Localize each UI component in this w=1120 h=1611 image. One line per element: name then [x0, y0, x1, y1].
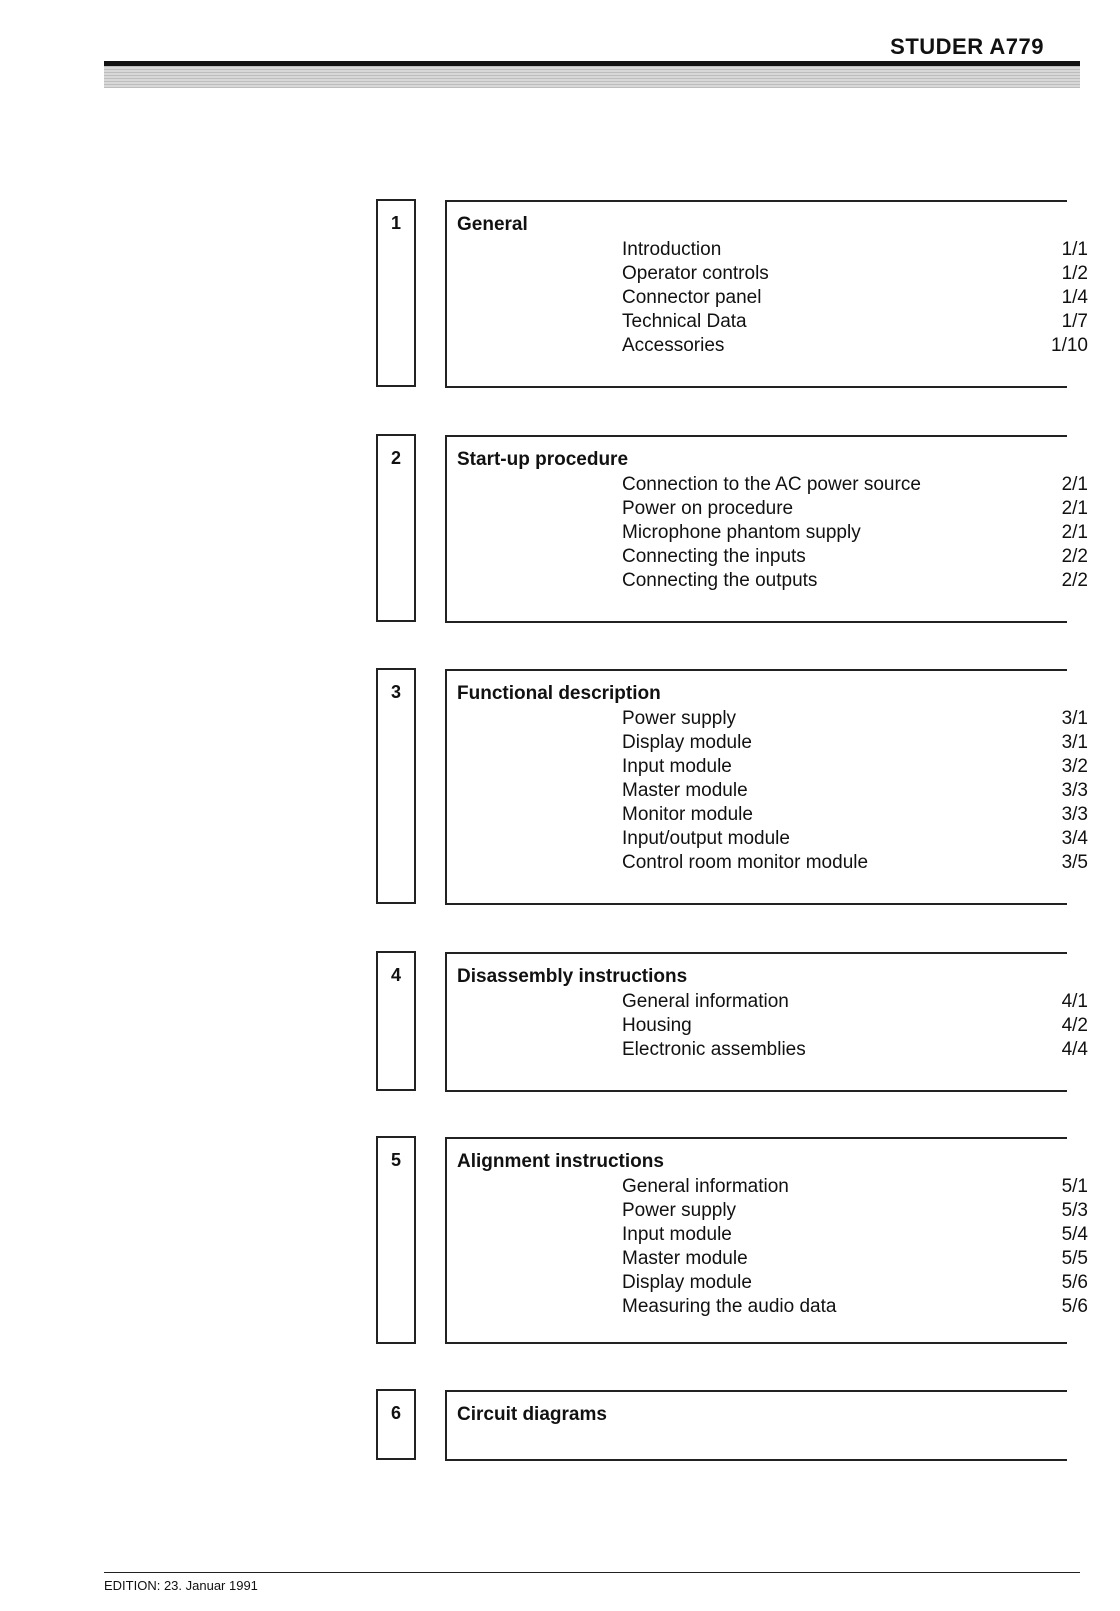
- chapter-number-box: [376, 199, 416, 387]
- toc-entry-page: 4/4: [1061, 1039, 1088, 1060]
- toc-entry-page: 1/7: [1061, 311, 1088, 332]
- toc-entry-page: 2/1: [1061, 498, 1088, 519]
- toc-entry-label: Connection to the AC power source: [622, 474, 921, 495]
- toc-entry-page: 4/1: [1061, 991, 1088, 1012]
- toc-entry-label: Operator controls: [622, 263, 769, 284]
- chapter-entries: [447, 238, 1088, 358]
- chapter-title: Functional description: [457, 683, 661, 704]
- toc-entry-label: Measuring the audio data: [622, 1296, 837, 1317]
- toc-entry: [447, 990, 1088, 1014]
- chapter-section: [445, 669, 1088, 905]
- chapter-title: Start-up procedure: [457, 449, 629, 470]
- toc-entry-page: 1/4: [1061, 287, 1088, 308]
- toc-entry-page: 4/2: [1061, 1015, 1088, 1036]
- chapter-title: Circuit diagrams: [457, 1404, 607, 1425]
- chapter-title: General: [457, 214, 528, 235]
- toc-entry-label: Accessories: [622, 335, 725, 356]
- header-band: [104, 66, 1080, 88]
- toc-entry-page: 2/1: [1061, 474, 1088, 495]
- chapter-title: Alignment instructions: [457, 1151, 664, 1172]
- toc-entry: [447, 755, 1088, 779]
- toc-entry-page: 5/6: [1061, 1272, 1088, 1293]
- toc-entry-page: 5/4: [1061, 1224, 1088, 1245]
- toc-entry-page: 3/5: [1061, 852, 1088, 873]
- toc-entry-label: Connecting the outputs: [622, 570, 818, 591]
- toc-entry-page: 3/3: [1061, 780, 1088, 801]
- toc-entry: [447, 286, 1088, 310]
- toc-entry: [447, 827, 1088, 851]
- toc-entry-label: Control room monitor module: [622, 852, 869, 873]
- toc-entry: [447, 334, 1088, 358]
- toc-entry-label: Input/output module: [622, 828, 790, 849]
- toc-entry: [447, 545, 1088, 569]
- toc-entry: [447, 521, 1088, 545]
- toc-entry: [447, 1038, 1088, 1062]
- chapter-entries: [447, 707, 1088, 875]
- toc-entry: [447, 1271, 1088, 1295]
- toc-entry-label: Power supply: [622, 708, 737, 729]
- toc-entry-page: 1/1: [1061, 239, 1088, 260]
- toc-entry-page: 3/3: [1061, 804, 1088, 825]
- document-title: STUDER A779: [890, 34, 1044, 59]
- chapter-section: [445, 952, 1088, 1092]
- toc-entry-label: Monitor module: [622, 804, 753, 825]
- toc-entry-label: Power on procedure: [622, 498, 794, 519]
- chapter-number-box: [376, 1389, 416, 1460]
- toc-entry: [447, 803, 1088, 827]
- toc-entry-label: Display module: [622, 732, 752, 753]
- chapter-entries: [447, 990, 1088, 1062]
- toc-entry: [447, 1199, 1088, 1223]
- toc-entry: [447, 238, 1088, 262]
- chapter-entries: [447, 473, 1088, 593]
- toc-entry-page: 5/1: [1061, 1176, 1088, 1197]
- toc-entry-label: Master module: [622, 1248, 748, 1269]
- footer-rule: [104, 1572, 1080, 1573]
- toc-entry: [447, 262, 1088, 286]
- toc-entry: [447, 1014, 1088, 1038]
- chapter-section: [445, 1390, 1067, 1461]
- toc-entry-label: Input module: [622, 756, 732, 777]
- toc-entry-page: 5/6: [1061, 1296, 1088, 1317]
- toc-entry-label: Housing: [622, 1015, 692, 1036]
- toc-entry-page: 3/4: [1061, 828, 1088, 849]
- toc-entry-label: Connector panel: [622, 287, 762, 308]
- chapter-number: 5: [390, 1150, 401, 1170]
- chapter-title: Disassembly instructions: [457, 966, 688, 987]
- toc-entry-page: 2/2: [1061, 570, 1088, 591]
- chapter-number: 3: [390, 682, 401, 702]
- edition-date: EDITION: 23. Januar 1991: [104, 1578, 258, 1593]
- chapter-section: [445, 435, 1088, 623]
- toc-entry-label: General information: [622, 1176, 789, 1197]
- toc-entry-page: 3/1: [1061, 732, 1088, 753]
- toc-entry-page: 5/3: [1061, 1200, 1088, 1221]
- toc-entry-page: 3/1: [1061, 708, 1088, 729]
- toc-entry: [447, 569, 1088, 593]
- toc-entry: [447, 1223, 1088, 1247]
- toc-entry-label: Introduction: [622, 239, 722, 260]
- toc-entry-label: Technical Data: [622, 311, 747, 332]
- toc-entry-label: Display module: [622, 1272, 752, 1293]
- chapter-entries: [447, 1175, 1088, 1319]
- toc-entry-label: Power supply: [622, 1200, 737, 1221]
- toc-entry-label: Connecting the inputs: [622, 546, 806, 567]
- chapter-number: 2: [390, 448, 401, 468]
- toc-entry: [447, 1175, 1088, 1199]
- toc-entry-label: Microphone phantom supply: [622, 522, 861, 543]
- toc-entry-label: Electronic assemblies: [622, 1039, 806, 1060]
- chapter-number: 4: [390, 965, 401, 985]
- chapter-section: [445, 1137, 1088, 1344]
- toc-entry-page: 5/5: [1061, 1248, 1088, 1269]
- chapter-number-box: [376, 668, 416, 904]
- toc-entry: [447, 473, 1088, 497]
- toc-entry: [447, 851, 1088, 875]
- toc-entry-page: 2/1: [1061, 522, 1088, 543]
- toc-entry-page: 2/2: [1061, 546, 1088, 567]
- chapter-section: [445, 200, 1088, 388]
- chapter-number: 6: [390, 1403, 401, 1423]
- toc-entry: [447, 1295, 1088, 1319]
- toc-entry: [447, 731, 1088, 755]
- toc-entry-label: General information: [622, 991, 789, 1012]
- toc-entry-page: 1/2: [1061, 263, 1088, 284]
- toc-entry: [447, 497, 1088, 521]
- chapter-number-box: [376, 951, 416, 1091]
- chapter-number: 1: [390, 213, 401, 233]
- chapter-number-box: [376, 434, 416, 622]
- toc-entry: [447, 310, 1088, 334]
- toc-entry-label: Master module: [622, 780, 748, 801]
- toc-entry-label: Input module: [622, 1224, 732, 1245]
- toc-entry: [447, 1247, 1088, 1271]
- toc-entry-page: 1/10: [1051, 335, 1088, 356]
- toc-entry: [447, 779, 1088, 803]
- toc-entry: [447, 707, 1088, 731]
- chapter-number-box: [376, 1136, 416, 1344]
- toc-entry-page: 3/2: [1061, 756, 1088, 777]
